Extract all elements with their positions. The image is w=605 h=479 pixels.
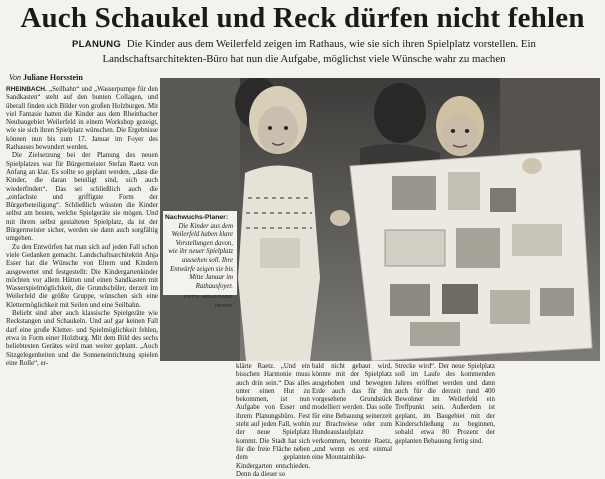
article-column-3: bald nicht gebaut wird, könnte mit der Spielplatz ausgehoben und bewegten Erde auch das für ihn vorgesehene Grundstück modelliert werden. Das solle für eine Bebauung seinerzeit zur Brachwiese oder zum Hundeauslaufplatz verkommen, betonte Raetz, „und wenn es erst einmal eine Mountainbike- <box>312 363 392 462</box>
photo-caption <box>163 211 237 308</box>
caption-text: Die Kinder aus dem Weilerfeld haben klare Vorstellungen davon, wie ihr neuer Spielplatz aussehen soll. Ihre Entwürfe zeigen sie bis Mitte Januar im Rathausfoyer. <box>168 222 233 290</box>
paragraph-2: Die Zielsetzung bei der Planung des neuen Spielplatzes war für Bürgermeister Stefan Raetz von Anfang an klar. Es sollte so geplant werden, „dass die Kinder, die daran beteiligt sind, sich auch wiederfinden“. Das sei schließlich auch die „einfachste und griffigste Form der Bürgerbeteiligung“. Schließlich wüssten die Kinder selbst am besten, welche Spielgeräte sie mögen. Und mit ihrem selbst gestalteten Spielplatz, da ist der Bürgermeister sicher, werden sie dann auch sorgfältig umgehen. <box>6 152 158 243</box>
teaser-text: Die Kinder aus dem Weilerfeld zeigen im Rathaus, wie sie sich ihren Spielplatz vorstellen. Ein Landschaftsarchitekten-Büro hat nun die Aufgabe, möglichst viele Wünsche wahr zu machen <box>102 38 536 65</box>
headline: Auch Schaukel und Reck dürfen nicht fehlen <box>20 2 585 34</box>
byline-prefix: Von <box>9 73 21 82</box>
caption-title: Nachwuchs-Planer: <box>165 214 229 221</box>
article-column-1 <box>6 86 158 368</box>
teaser-kicker: PLANUNG <box>72 39 122 50</box>
paragraph-1-text: „Seilbahn“ und „Wasserpumpe für den Sandkasten“ steht auf den bunten Collagen, und überall finden sich Bilder von großen Holzburgen. Mit viel Fantasie hatten die Kinder aus dem Rheinbacher Neubaugebiet Weilerfeld in einem Workshop gezeigt, wie sie sich ihren Spielplatz wünschen. Die Ergebnisse können nun bis zum 17. Januar im Foyer des Rathauses bewundert werden. <box>6 86 158 152</box>
article-column-2: klärte Raetz. „Und ein bisschen Harmonie muss auch drin sein.“ Das alles unter einen Hut zu bekommen, ist nun Aufgabe von Esser und ihrem Planungsbüro. Fest steht auf jeden Fall, wohin der neue Spielplatz kommt. Die Stadt hat sich für die freie Fläche neben dem geplanten Kindergarten entschieden. Denn da dieser so <box>236 363 310 478</box>
teaser <box>30 37 578 66</box>
photo-credit: FOTO: WOLFGANG HENRY <box>183 294 233 308</box>
paragraph-3: Zu den Entwürfen hat man sich auf jeden Fall schon viele Gedanken gemacht. Landschaftsarchitektin Anja Esser hat die Wünsche von Eltern und Kindern ausgewertet und festgestellt: Die Kindergartenkinder möchten vor allem Hütten und einen Sandkasten mit Wasserspielmöglichkeit, die Grundschüler, derzeit im Weilerfeld die größte Gruppe, wünschen sich eine Klettermöglichkeit mit Seilen und eine Seilbahn. <box>6 243 158 309</box>
dateline: RHEINBACH. <box>6 86 47 93</box>
paragraph-4: Beliebt sind aber auch klassische Spielgeräte wie Reckstangen und Schaukeln. Und auf gar keinen Fall darf eine große Kletter- und Spielmöglichkeit fehlen, etwa in Form einer Holzburg. Mit dem Bild des sechs beliebtesten Gerätes wird man weiter geplant. „Auch Sitzgelegenheiten und die Sonneneinrichtung spielen eine Rolle“, er- <box>6 310 158 367</box>
article-column-4: Strecke wird“. Der neue Spielplatz soll im Laufe des kommenden Jahres eröffnet werden und dann auch für die derzeit rund 400 Bewohner im Weilerfeld ein Treffpunkt sein. Außerdem ist geplant, im Baugebiet mit der Kinderschließung zu beginnen, sobald etwa 80 Prozent der geplanten Bebauung fertig sind. <box>395 363 495 445</box>
paragraph-1 <box>6 86 158 152</box>
byline-author: Juliane Horsstein <box>23 73 83 82</box>
byline <box>9 73 83 82</box>
